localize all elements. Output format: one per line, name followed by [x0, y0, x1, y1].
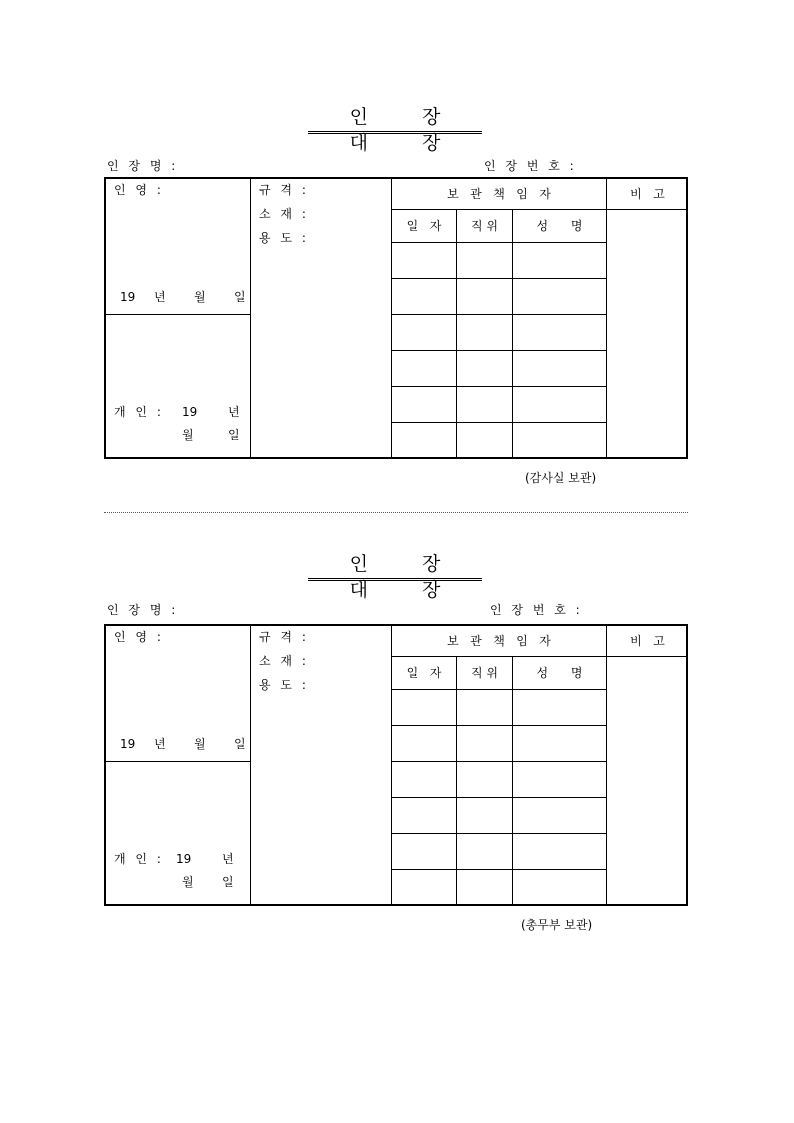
- opening-date-year: 년: [222, 852, 234, 866]
- spec-label: 규 격 :: [259, 183, 309, 197]
- col-position-header: 직 위: [471, 666, 498, 680]
- col-position-header: 직 위: [471, 219, 498, 233]
- opening-date-month: 월: [182, 875, 194, 889]
- col-date-header: 일 자: [406, 666, 442, 680]
- opening-date-yy: 19: [182, 405, 198, 419]
- impression-label: 인 영 :: [114, 630, 164, 644]
- opening-date-yy: 19: [176, 852, 192, 866]
- opening-date-day: 일: [222, 875, 234, 889]
- impression-date-day: 일: [234, 737, 246, 751]
- seal-number-label: 인 장 번 호 :: [484, 159, 577, 173]
- seal-register-table: [104, 177, 688, 459]
- opening-date-month: 월: [182, 428, 194, 442]
- usage-label: 용 도 :: [259, 678, 309, 692]
- impression-date-month: 월: [194, 290, 206, 304]
- impression-date-month: 월: [194, 737, 206, 751]
- usage-label: 용 도 :: [259, 231, 309, 245]
- seal-number-label: 인 장 번 호 :: [490, 603, 583, 617]
- material-label: 소 재 :: [259, 207, 309, 221]
- form-title: 인 장 대 장: [308, 104, 482, 134]
- impression-date-year: 년: [154, 290, 166, 304]
- impression-date-year: 년: [154, 737, 166, 751]
- col-date-header: 일 자: [406, 219, 442, 233]
- impression-date-yy: 19: [120, 737, 136, 751]
- seal-name-label: 인 장 명 :: [107, 159, 179, 173]
- opening-label: 개 인 :: [114, 852, 164, 866]
- storage-note: (총무부 보관): [521, 918, 593, 932]
- impression-date-day: 일: [234, 290, 246, 304]
- form-title: 인 장 대 장: [308, 551, 482, 581]
- opening-date-year: 년: [228, 405, 240, 419]
- cut-line-divider: [104, 512, 688, 513]
- spec-label: 규 격 :: [259, 630, 309, 644]
- col-name-header: 성 명: [536, 666, 583, 680]
- custodian-header: 보 관 책 임 자: [447, 634, 551, 648]
- opening-label: 개 인 :: [114, 405, 164, 419]
- impression-date-yy: 19: [120, 290, 136, 304]
- remarks-header: 비 고: [630, 187, 665, 201]
- seal-name-label: 인 장 명 :: [107, 603, 179, 617]
- opening-date-day: 일: [228, 428, 240, 442]
- material-label: 소 재 :: [259, 654, 309, 668]
- remarks-header: 비 고: [630, 634, 665, 648]
- col-name-header: 성 명: [536, 219, 583, 233]
- impression-label: 인 영 :: [114, 183, 164, 197]
- seal-register-table: [104, 624, 688, 906]
- custodian-header: 보 관 책 임 자: [447, 187, 551, 201]
- storage-note: (감사실 보관): [525, 471, 597, 485]
